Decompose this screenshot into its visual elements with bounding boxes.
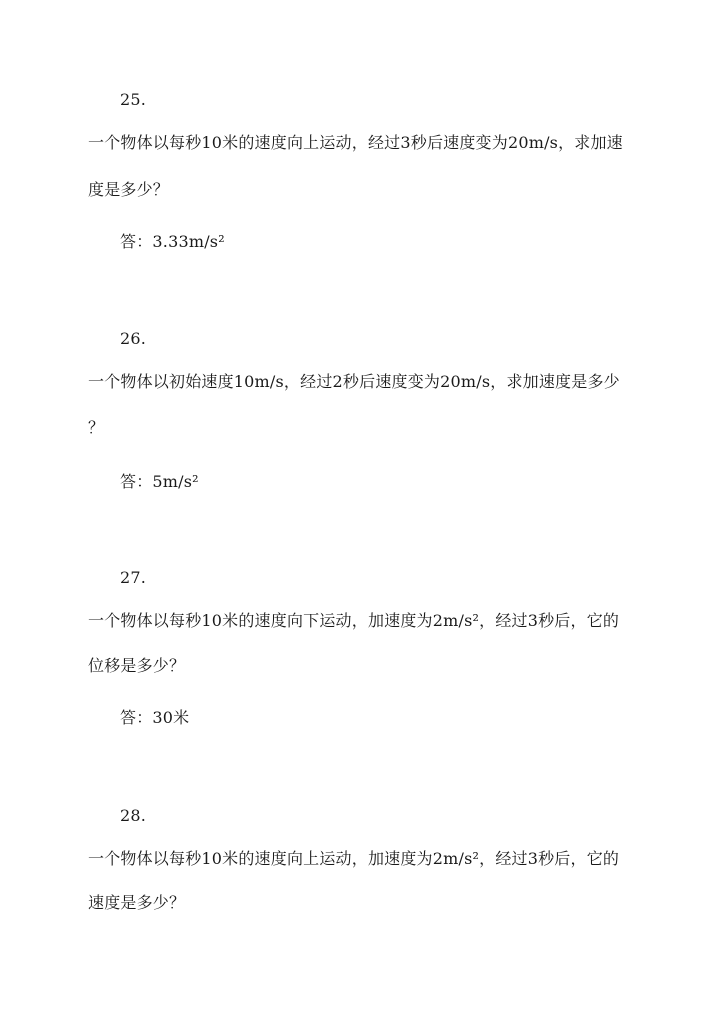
question-text-25-line-2: 度是多少？	[88, 180, 170, 199]
answer-26: 答：5m/s²	[120, 472, 199, 491]
question-text-26-line-1: 一个物体以初始速度10m/s，经过2秒后速度变为20m/s，求加速度是多少	[88, 372, 620, 391]
question-number-26: 26.	[120, 329, 147, 348]
question-text-28-line-2: 速度是多少？	[88, 893, 186, 912]
question-number-27: 27.	[120, 568, 147, 587]
answer-25: 答：3.33m/s²	[120, 232, 225, 251]
question-text-25-line-1: 一个物体以每秒10米的速度向上运动，经过3秒后速度变为20m/s，求加速	[88, 133, 623, 152]
question-number-28: 28.	[120, 806, 147, 825]
question-text-26-line-2: ？	[88, 418, 105, 437]
question-text-28-line-1: 一个物体以每秒10米的速度向上运动，加速度为2m/s²，经过3秒后，它的	[88, 849, 620, 868]
question-text-27-line-2: 位移是多少？	[88, 656, 186, 675]
question-text-27-line-1: 一个物体以每秒10米的速度向下运动，加速度为2m/s²，经过3秒后，它的	[88, 611, 620, 630]
answer-27: 答：30米	[120, 708, 190, 727]
question-number-25: 25.	[120, 90, 147, 109]
